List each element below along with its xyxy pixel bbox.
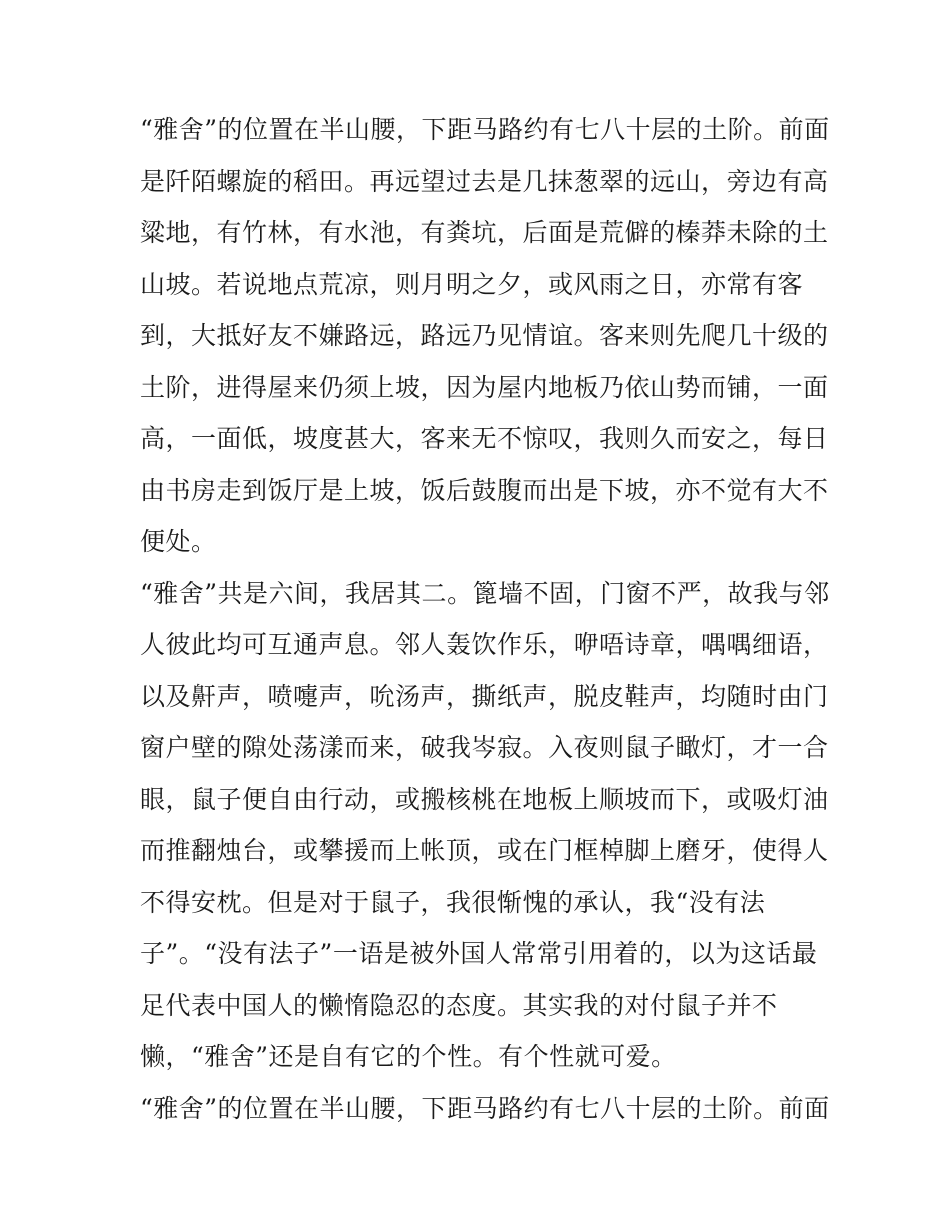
text-line: 由书房走到饭厅是上坡，饭后鼓腹而出是下坡，亦不觉有大不 bbox=[140, 475, 829, 505]
text-line: “雅舍”的位置在半山腰，下距马路约有七八十层的土阶。前面 bbox=[140, 115, 830, 144]
text-line: 以及鼾声，喷嚏声，吮汤声，撕纸声，脱皮鞋声，均随时由门 bbox=[140, 681, 829, 711]
text-line: 懒，“雅舍”还是自有它的个性。有个性就可爱。 bbox=[140, 1042, 677, 1071]
text-line: 山坡。若说地点荒凉，则月明之夕，或风雨之日，亦常有客 bbox=[140, 269, 804, 299]
text-line: 粱地，有竹林，有水池，有粪坑，后面是荒僻的榛莽未除的土 bbox=[140, 218, 829, 247]
document-body bbox=[140, 104, 830, 1134]
text-line: 是阡陌螺旋的稻田。再远望过去是几抹葱翠的远山，旁边有高 bbox=[140, 166, 829, 196]
text-line: 便处。 bbox=[140, 527, 217, 556]
text-line: 人彼此均可互通声息。邻人轰饮作乐，咿唔诗章，喁喁细语， bbox=[140, 630, 829, 659]
text-line: 而推翻烛台，或攀援而上帐顶，或在门框棹脚上磨牙，使得人 bbox=[140, 836, 829, 865]
text-line: 眼，鼠子便自由行动，或搬核桃在地板上顺坡而下，或吸灯油 bbox=[140, 784, 829, 814]
text-line: 足代表中国人的懒惰隐忍的态度。其实我的对付鼠子并不 bbox=[140, 990, 778, 1020]
text-line: 高，一面低，坡度甚大，客来无不惊叹，我则久而安之，每日 bbox=[140, 424, 829, 453]
text-line: 到，大抵好友不嫌路远，路远乃见情谊。客来则先爬几十级的 bbox=[140, 321, 829, 350]
text-line: 土阶，进得屋来仍须上坡，因为屋内地板乃依山势而铺，一面 bbox=[140, 372, 829, 402]
text-line: “雅舍”共是六间，我居其二。篦墙不固，门窗不严，故我与邻 bbox=[140, 578, 830, 608]
text-line: 不得安枕。但是对于鼠子，我很惭愧的承认，我“没有法 bbox=[140, 887, 766, 917]
text-line: 子”。“没有法子”一语是被外国人常常引用着的，以为这话最 bbox=[140, 939, 818, 968]
text-line: “雅舍”的位置在半山腰，下距马路约有七八十层的土阶。前面 bbox=[140, 1093, 830, 1123]
text-line: 窗户壁的隙处荡漾而来，破我岑寂。入夜则鼠子瞰灯，才一合 bbox=[140, 733, 829, 762]
